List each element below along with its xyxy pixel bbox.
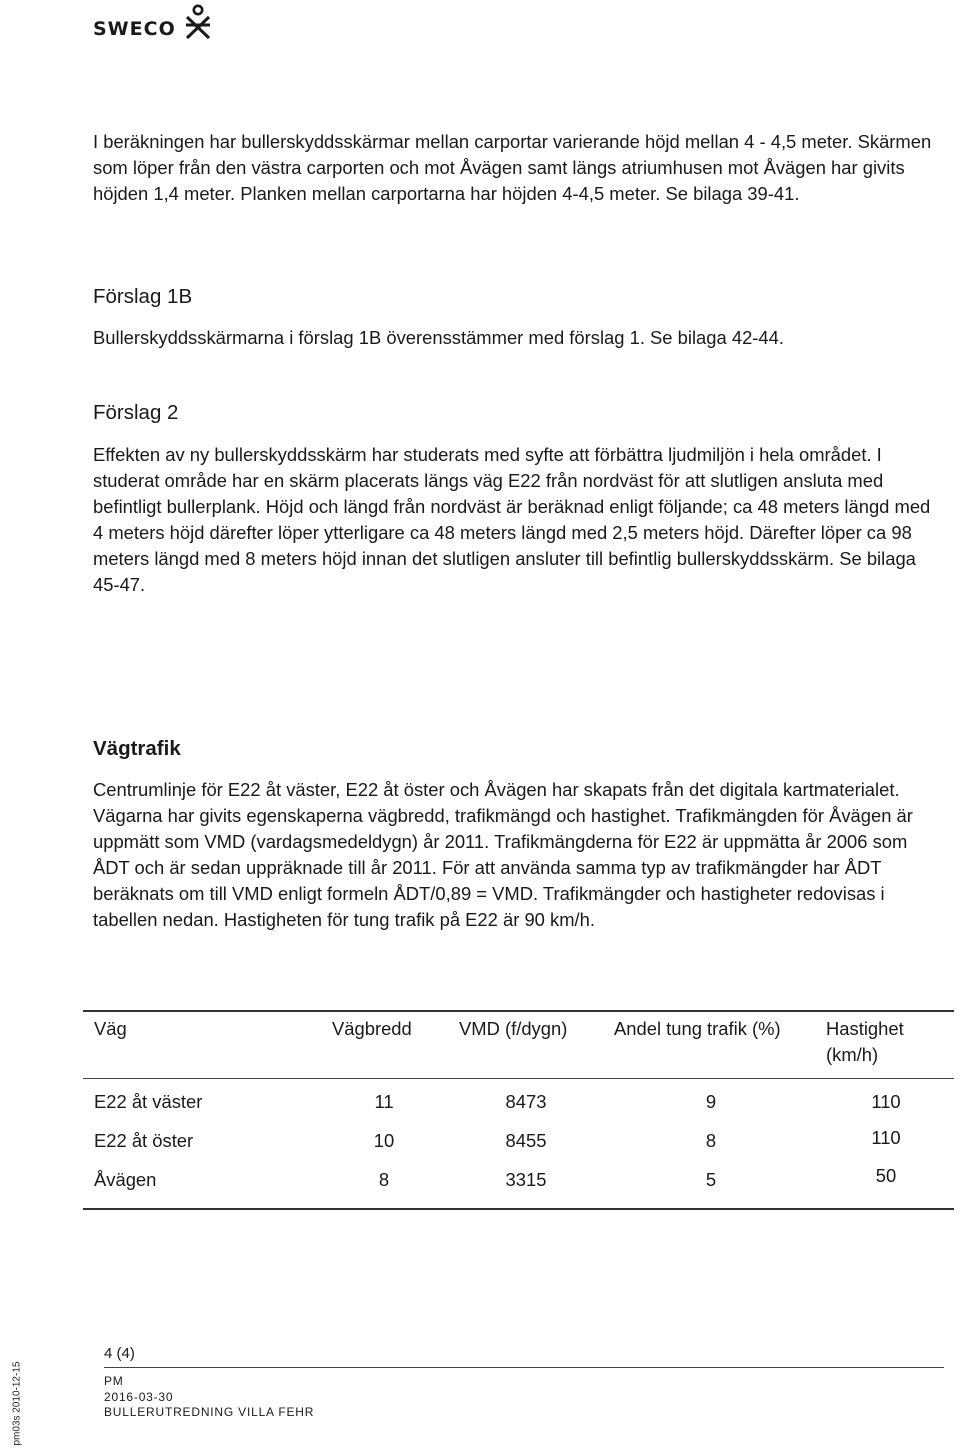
sweco-logo [93, 4, 213, 42]
footer-date: 2016-03-30 [104, 1389, 174, 1404]
column-header-hastighet: Hastighet (km/h) [826, 1018, 904, 1065]
cell-andel: 5 [705, 1169, 717, 1190]
heading-forslag-2: Förslag 2 [93, 401, 179, 424]
cell-vagbredd: 8 [378, 1169, 390, 1190]
heading-vagtrafik: Vägtrafik [93, 737, 181, 760]
cell-hastighet: 110 [871, 1127, 901, 1148]
cell-vmd: 8455 [505, 1130, 547, 1151]
cell-andel: 8 [705, 1130, 717, 1151]
column-header-vag: Väg [94, 1018, 127, 1039]
table-row [83, 1122, 954, 1161]
table-row [83, 1083, 954, 1122]
forslag-2-paragraph: Effekten av ny bullerskyddsskärm har studerats med syfte att förbättra ljudmiljön i hela området. I studerat område har en skärm placerats längs väg E22 från nordväst för att slutligen ansluta med befintligt bullerplank. Höjd och längd från nordväst är beräknad enligt följande; ca 48 meters längd med 4 meters höjd därefter löper ytterligare ca 48 meters längd med 2,5 meters höjd. Därefter löper ca 98 meters längd med 8 meters höjd innan det slutligen ansluter till befintlig bullerskyddsskärm. Se bilaga 45-47. [93, 444, 931, 595]
footer-meta [104, 1374, 314, 1421]
footer-divider [104, 1367, 944, 1368]
column-header-andel-tung-trafik: Andel tung trafik (%) [614, 1018, 781, 1039]
logo-wordmark: SWECO [93, 18, 176, 40]
sweco-figure-icon [185, 4, 211, 42]
cell-vmd: 3315 [505, 1169, 547, 1190]
template-version-tag: pm03s 2010-12-15 [11, 1361, 23, 1446]
cell-hastighet: 50 [875, 1165, 897, 1186]
heading-forslag-1b: Förslag 1B [93, 285, 193, 308]
column-header-vagbredd: Vägbredd [332, 1018, 412, 1039]
cell-vmd: 8473 [505, 1091, 547, 1112]
cell-vagbredd: 11 [374, 1091, 394, 1112]
forslag-1b-paragraph: Bullerskyddsskärmarna i förslag 1B överensstämmer med förslag 1. Se bilaga 42-44. [93, 327, 784, 348]
cell-vag: E22 åt öster [94, 1130, 194, 1151]
table-body [83, 1079, 954, 1208]
page-number: 4 (4) [104, 1345, 135, 1362]
intro-paragraph: I beräkningen har bullerskyddsskärmar mellan carportar varierande höjd mellan 4 - 4,5 meter. Skärmen som löper från den västra carporten och mot Åvägen samt längs atriumhusen mot Åvägen har givits höjden 1,4 meter. Planken mellan carportarna har höjden 4-4,5 meter. Se bilaga 39-41. [93, 131, 932, 204]
cell-hastighet: 110 [871, 1091, 901, 1112]
table-header-row [83, 1012, 954, 1079]
column-header-vmd: VMD (f/dygn) [459, 1018, 568, 1039]
cell-vag: E22 åt väster [94, 1091, 203, 1112]
table-row [83, 1161, 954, 1200]
footer-initials: PM [104, 1374, 124, 1388]
vagtrafik-paragraph: Centrumlinje för E22 åt väster, E22 åt öster och Åvägen har skapats från det digitala kartmaterialet. Vägarna har givits egenskaperna vägbredd, trafikmängd och hastighet. Trafikmängden för Åvägen är uppmätt som VMD (vardagsmedeldygn) år 2011. Trafikmängderna för E22 är uppmätta år 2006 som ÅDT och är sedan uppräknade till år 2011. För att använda samma typ av trafikmängder har ÅDT beräknats om till VMD enligt formeln ÅDT/0,89 = VMD. Trafikmängder och hastigheter redovisas i tabellen nedan. Hastigheten för tung trafik på E22 är 90 km/h. [93, 779, 913, 930]
traffic-table [83, 1010, 954, 1210]
cell-vag: Åvägen [94, 1169, 157, 1190]
cell-vagbredd: 10 [373, 1130, 395, 1151]
cell-andel: 9 [705, 1091, 717, 1112]
footer-report-title: BULLERUTREDNING VILLA FEHR [104, 1405, 315, 1419]
